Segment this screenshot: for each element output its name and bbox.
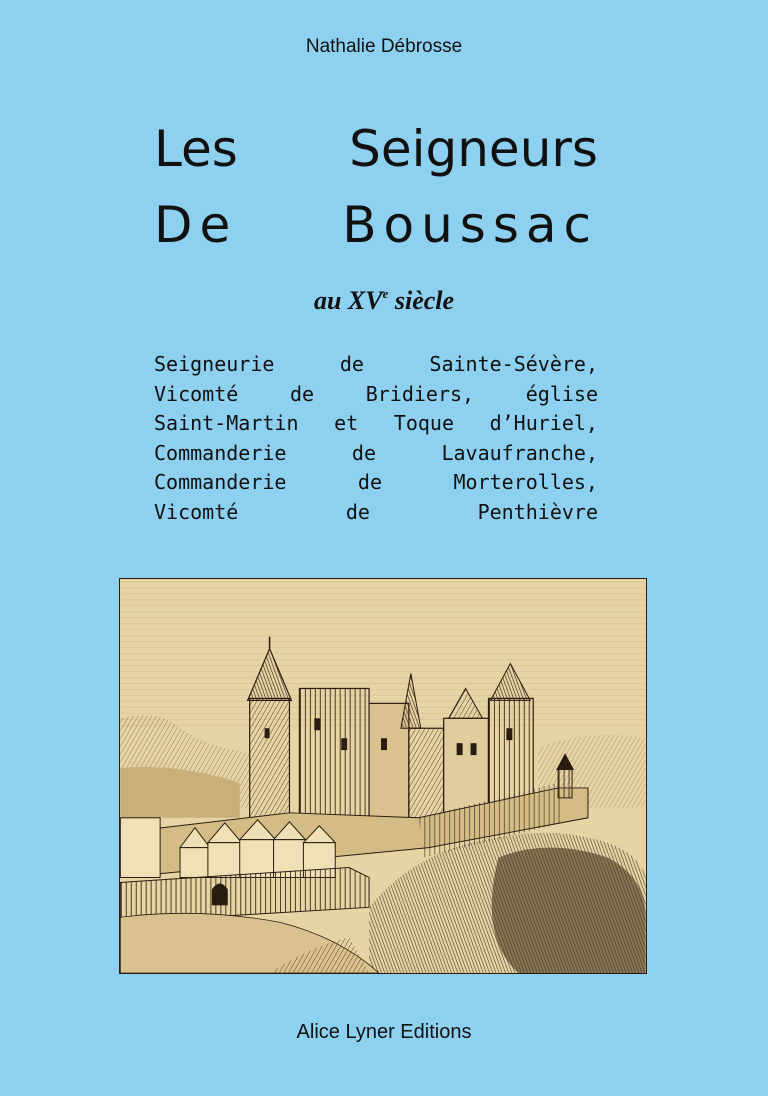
place-word: Commanderie [154,470,287,494]
place-word: et [334,411,359,435]
place-line [154,380,598,410]
place-word: Sainte-Sévère, [429,352,598,376]
place-word: de [339,352,364,376]
subtitle-prefix: au XV [313,286,383,315]
place-line [154,468,598,498]
place-word: Commanderie [154,440,287,465]
title-word: Boussac [342,196,598,254]
place-word: Bridiers, [365,381,475,406]
title-line-2 [154,196,598,254]
place-line [154,498,598,528]
place-word: d’Huriel, [489,411,598,435]
place-word: Toque [393,411,454,435]
place-word: Morterolles, [453,470,598,494]
place-word: église [525,381,598,406]
subtitle-suffix: siècle [388,286,455,315]
place-word: Penthièvre [477,499,598,524]
place-word: de [357,470,383,494]
castle-engraving [119,578,647,974]
place-word: de [289,381,315,406]
place-word: de [345,499,370,524]
publisher-name: Alice Lyner Editions [296,1021,472,1043]
places-list [154,350,598,527]
subtitle-superscript: e [382,286,389,301]
place-word: Seigneurie [154,352,275,376]
title-word: Les [154,120,238,178]
place-line [154,409,598,439]
title-word: De [154,196,238,254]
place-word: de [351,440,376,465]
subtitle [0,286,768,316]
castle-engraving-illustration [120,579,646,973]
title-line-1 [154,120,598,178]
place-line [154,439,598,469]
place-word: Saint-Martin [154,411,299,435]
title-word: Seigneurs [349,120,598,178]
place-word: Vicomté [154,381,239,406]
author-name: Nathalie Débrosse [305,36,463,57]
place-word: Lavaufranche, [441,440,598,465]
place-word: Vicomté [154,499,239,524]
place-line [154,350,598,380]
